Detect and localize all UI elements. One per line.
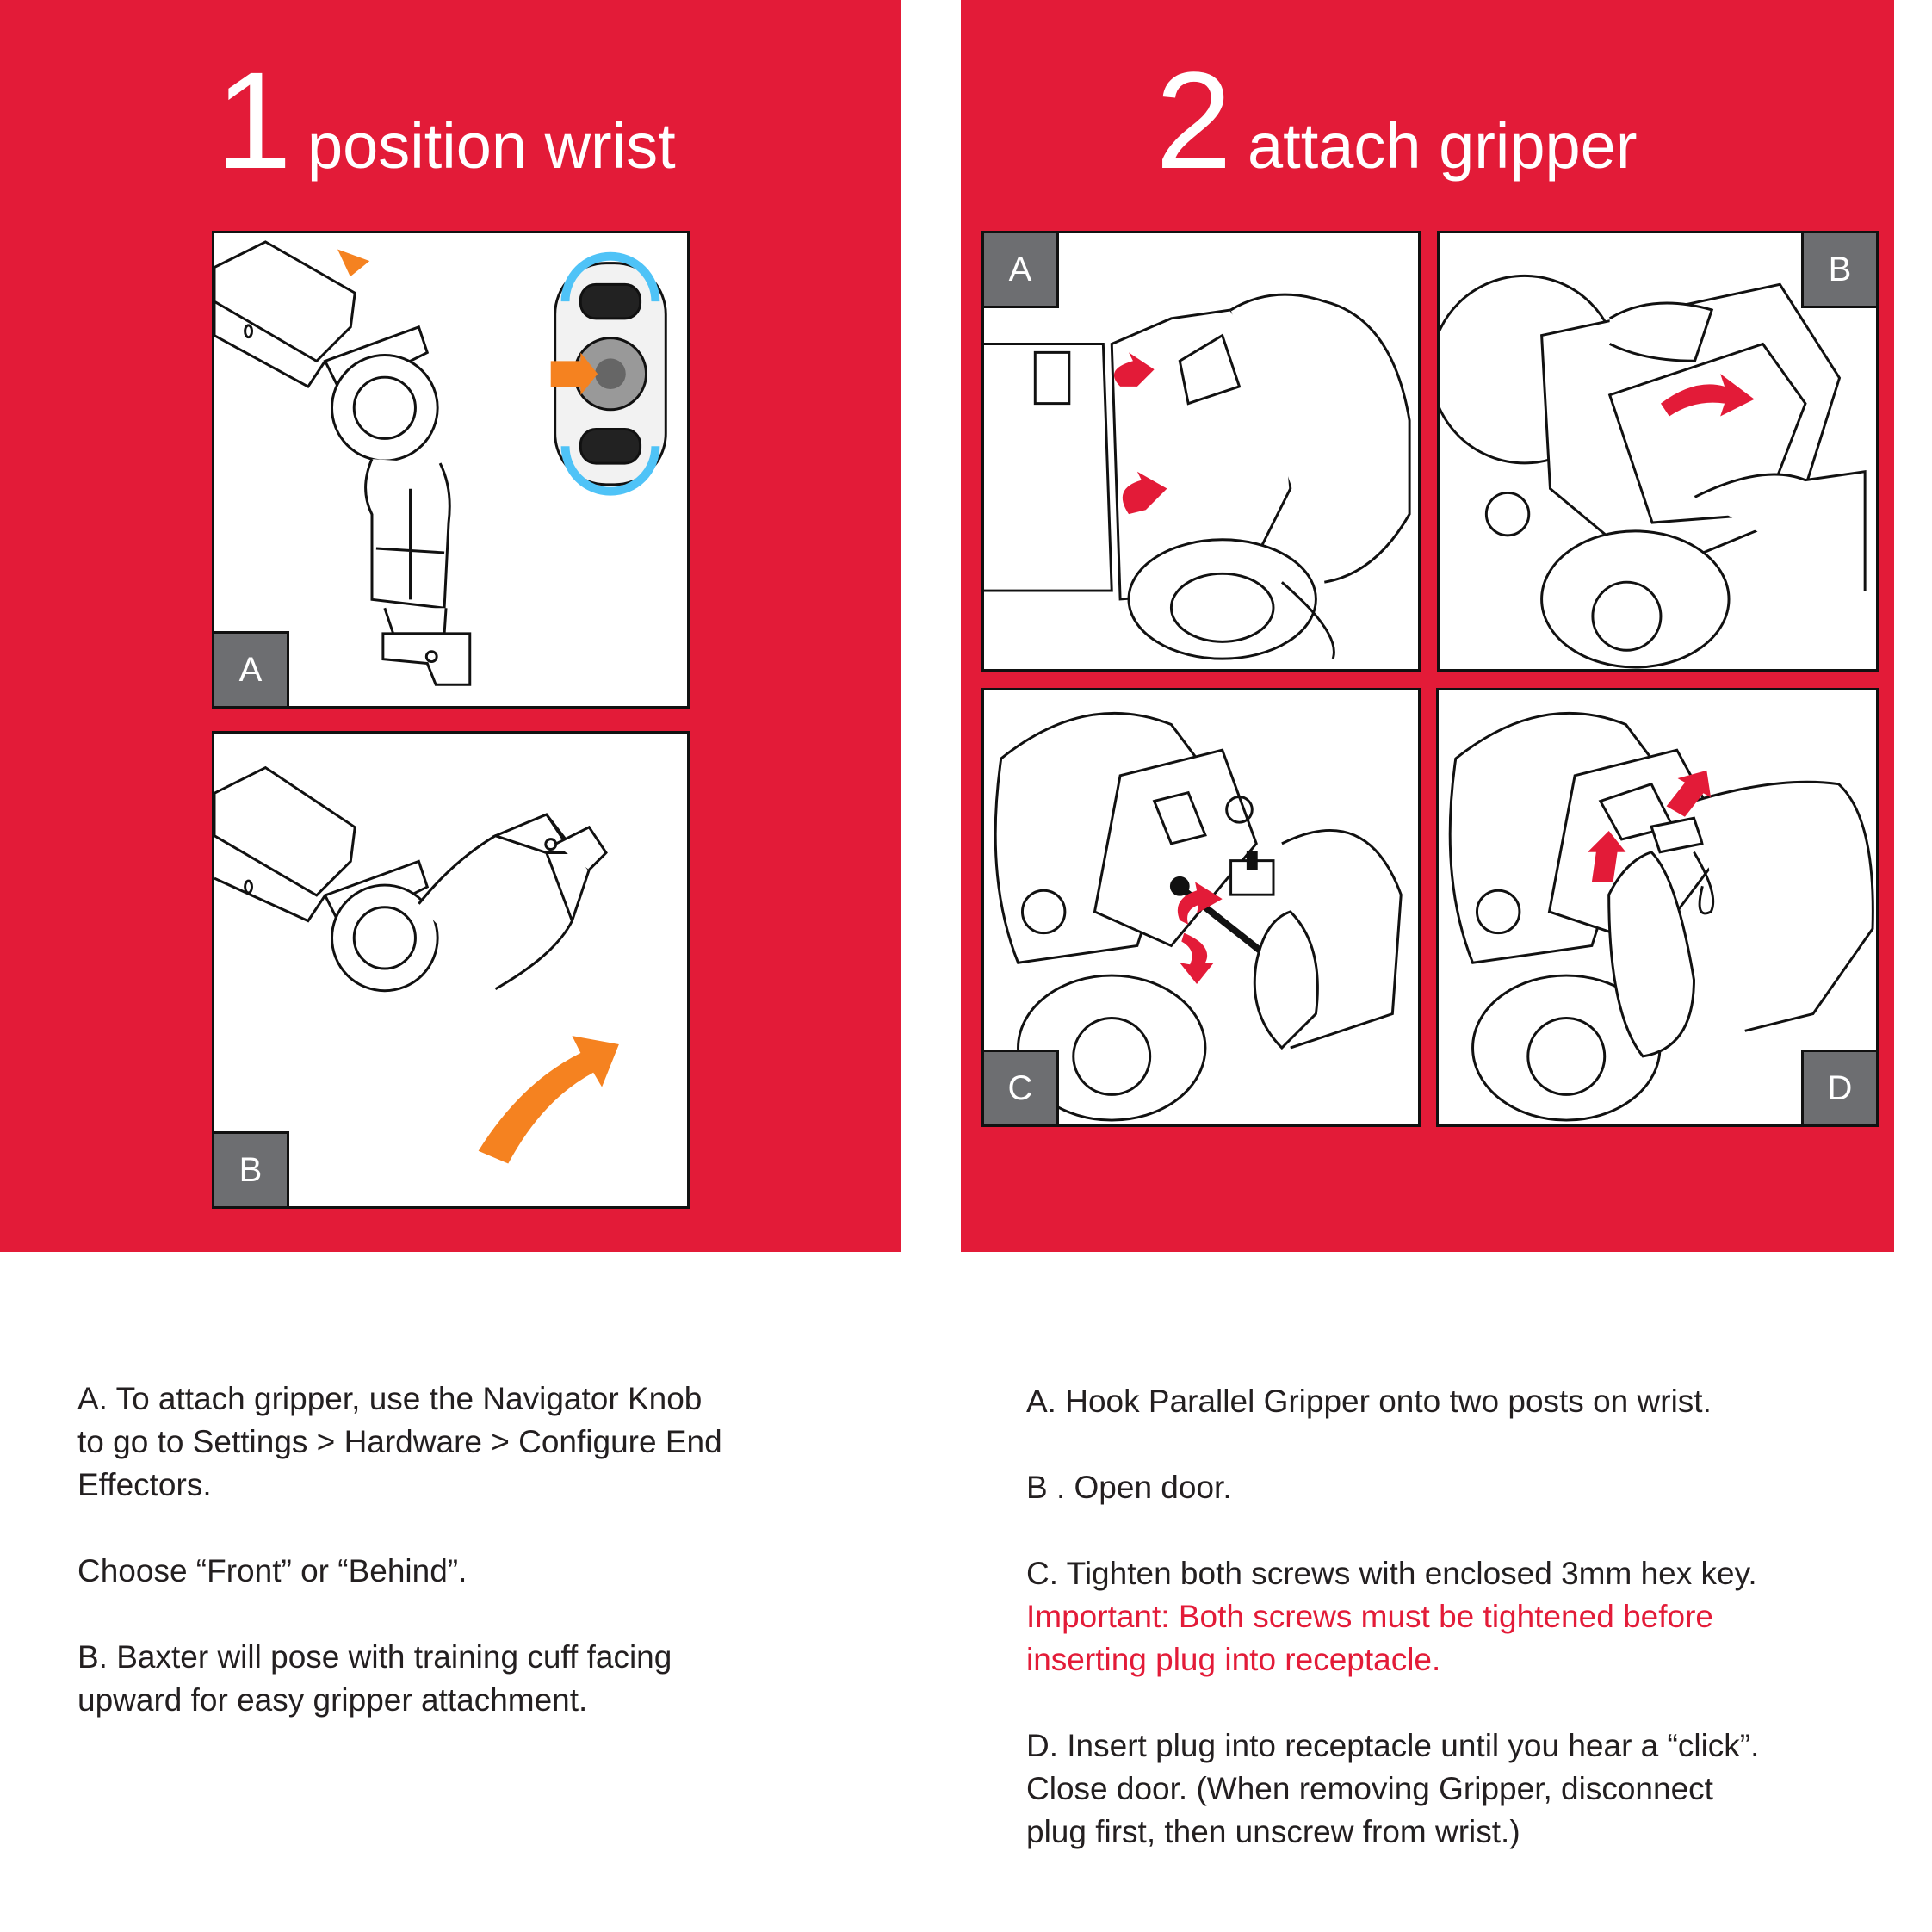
step2-illustration-b [1437,231,1879,672]
step2-illustration-a [981,231,1421,672]
step1-frame-a-tag: A [212,631,289,709]
red-arrow-icon [1180,933,1214,984]
step1-instructions [77,1378,835,1765]
step2-heading [1155,43,1638,197]
step2-instructions [1026,1380,1887,1897]
text-line: plug first, then unscrew from wrist.) [1026,1814,1520,1849]
text-line: to go to Settings > Hardware > Configure End [77,1424,722,1459]
orange-arrow-icon [331,250,370,282]
text-line: B. Baxter will pose with training cuff facing [77,1639,672,1675]
step1-instruction-choose: Choose “Front” or “Behind”. [77,1553,468,1588]
text-line: Effectors. [77,1467,212,1502]
step2-frame-c-tag: C [981,1050,1059,1127]
orange-curved-arrow-icon [479,1036,619,1163]
step2-instruction-d [1026,1725,1887,1854]
step1-number: 1 [215,43,292,197]
step1-title: position wrist [307,110,676,182]
step2-illustration-d [1436,688,1879,1127]
step1-panel [0,0,901,1252]
step2-panel [961,0,1894,1252]
step1-instruction-b [77,1636,835,1722]
step1-heading [215,43,676,197]
text-line: Close door. (When removing Gripper, disconnect [1026,1771,1713,1806]
step1-frame-b-tag: B [212,1131,289,1209]
step2-instruction-c [1026,1552,1887,1681]
text-line: D. Insert plug into receptacle until you hear a “click”. [1026,1728,1760,1763]
step2-title: attach gripper [1247,110,1638,182]
text-line: A. To attach gripper, use the Navigator Knob [77,1381,703,1416]
step1-instruction-a [77,1378,835,1507]
important-note-line: Important: Both screws must be tightened before [1026,1599,1713,1634]
step2-illustration-c [981,688,1421,1127]
step1-illustration-a [212,231,690,709]
step2-frame-b-tag: B [1801,231,1879,308]
important-note-line: inserting plug into receptacle. [1026,1642,1441,1677]
step1-illustration-b [212,731,690,1209]
navigator-knob-icon [551,257,666,492]
step2-number: 2 [1155,43,1232,197]
step2-frame-a-tag: A [981,231,1059,308]
step2-instruction-a: A. Hook Parallel Gripper onto two posts on wrist. [1026,1384,1712,1419]
step2-instruction-b: B . Open door. [1026,1470,1232,1505]
step2-frame-d-tag: D [1801,1050,1879,1127]
text-line: C. Tighten both screws with enclosed 3mm hex key. [1026,1556,1757,1591]
text-line: upward for easy gripper attachment. [77,1682,588,1718]
